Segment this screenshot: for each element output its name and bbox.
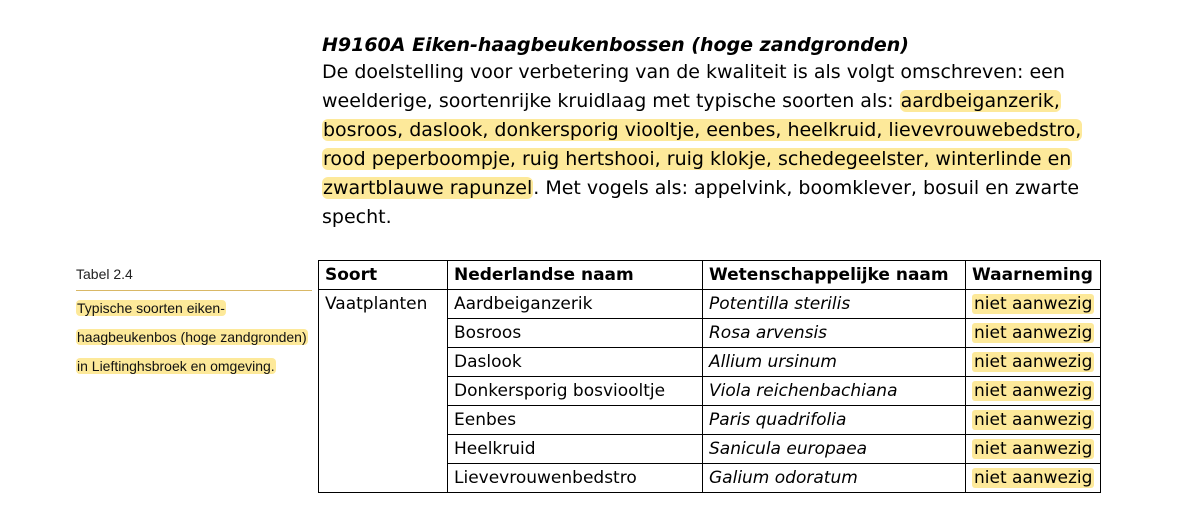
- cell-waarneming: [966, 406, 1101, 435]
- caption-highlighted-text: Typische soorten eiken-haagbeukenbos (hoge zandgronden) in Lieftinghsbroek en omgeving.: [77, 300, 307, 374]
- cell-nederlandse-naam: Heelkruid: [448, 435, 703, 464]
- table-row: [319, 464, 1101, 493]
- cell-wetenschappelijke-naam: Allium ursinum: [703, 348, 966, 377]
- cell-waarneming: [966, 377, 1101, 406]
- cell-nederlandse-naam: Donkersporig bosviooltje: [448, 377, 703, 406]
- cell-waarneming: [966, 435, 1101, 464]
- table-row: [319, 435, 1101, 464]
- species-table: [318, 260, 1101, 493]
- cell-wetenschappelijke-naam: Galium odoratum: [703, 464, 966, 493]
- cell-soort: [319, 464, 448, 493]
- section-heading: H9160A Eiken-haagbeukenbossen (hoge zandgronden): [322, 34, 909, 56]
- table-row: [319, 290, 1101, 319]
- table-caption: [76, 266, 312, 381]
- cell-nederlandse-naam: Bosroos: [448, 319, 703, 348]
- cell-wetenschappelijke-naam: Sanicula europaea: [703, 435, 966, 464]
- header-soort: Soort: [319, 261, 448, 290]
- table-caption-text: [76, 294, 312, 381]
- cell-waarneming: [966, 290, 1101, 319]
- table-row: [319, 348, 1101, 377]
- observation-status: niet aanwezig: [974, 439, 1093, 459]
- table-number-label: Tabel 2.4: [76, 266, 312, 291]
- paragraph-outro: . Met vogels als: appelvink, boomklever, bosuil en zwarte specht.: [322, 177, 1080, 228]
- table-header-row: [319, 261, 1101, 290]
- header-waarneming: Waarneming: [966, 261, 1101, 290]
- header-nederlandse-naam: Nederlandse naam: [448, 261, 703, 290]
- observation-status: niet aanwezig: [974, 410, 1093, 430]
- observation-status: niet aanwezig: [974, 468, 1093, 488]
- cell-wetenschappelijke-naam: Potentilla sterilis: [703, 290, 966, 319]
- cell-nederlandse-naam: Eenbes: [448, 406, 703, 435]
- cell-soort: Vaatplanten: [319, 290, 448, 319]
- body-paragraph: [322, 58, 1112, 232]
- cell-waarneming: [966, 348, 1101, 377]
- cell-waarneming: [966, 464, 1101, 493]
- observation-status: niet aanwezig: [974, 323, 1093, 343]
- cell-soort: [319, 348, 448, 377]
- observation-status: niet aanwezig: [974, 352, 1093, 372]
- cell-soort: [319, 435, 448, 464]
- highlighted-species-list: aardbeiganzerik, bosroos, daslook, donkersporig viooltje, eenbes, heelkruid, lievevrouwebedstro, rood peperboompje, ruig hertshooi, ruig klokje, schedegeelster, winterlinde en zwartblauwe rapunzel: [323, 90, 1082, 199]
- observation-status: niet aanwezig: [974, 381, 1093, 401]
- cell-wetenschappelijke-naam: Rosa arvensis: [703, 319, 966, 348]
- table-row: [319, 319, 1101, 348]
- cell-nederlandse-naam: Aardbeiganzerik: [448, 290, 703, 319]
- cell-nederlandse-naam: Lievevrouwenbedstro: [448, 464, 703, 493]
- paragraph-intro: De doelstelling voor verbetering van de kwaliteit is als volgt omschreven: een weelderige, soortenrijke kruidlaag met typische soorten als:: [322, 61, 1065, 112]
- cell-soort: [319, 377, 448, 406]
- table-row: [319, 406, 1101, 435]
- table-row: [319, 377, 1101, 406]
- cell-waarneming: [966, 319, 1101, 348]
- header-wetenschappelijke-naam: Wetenschappelijke naam: [703, 261, 966, 290]
- cell-soort: [319, 406, 448, 435]
- cell-soort: [319, 319, 448, 348]
- observation-status: niet aanwezig: [974, 294, 1093, 314]
- cell-wetenschappelijke-naam: Viola reichenbachiana: [703, 377, 966, 406]
- cell-nederlandse-naam: Daslook: [448, 348, 703, 377]
- cell-wetenschappelijke-naam: Paris quadrifolia: [703, 406, 966, 435]
